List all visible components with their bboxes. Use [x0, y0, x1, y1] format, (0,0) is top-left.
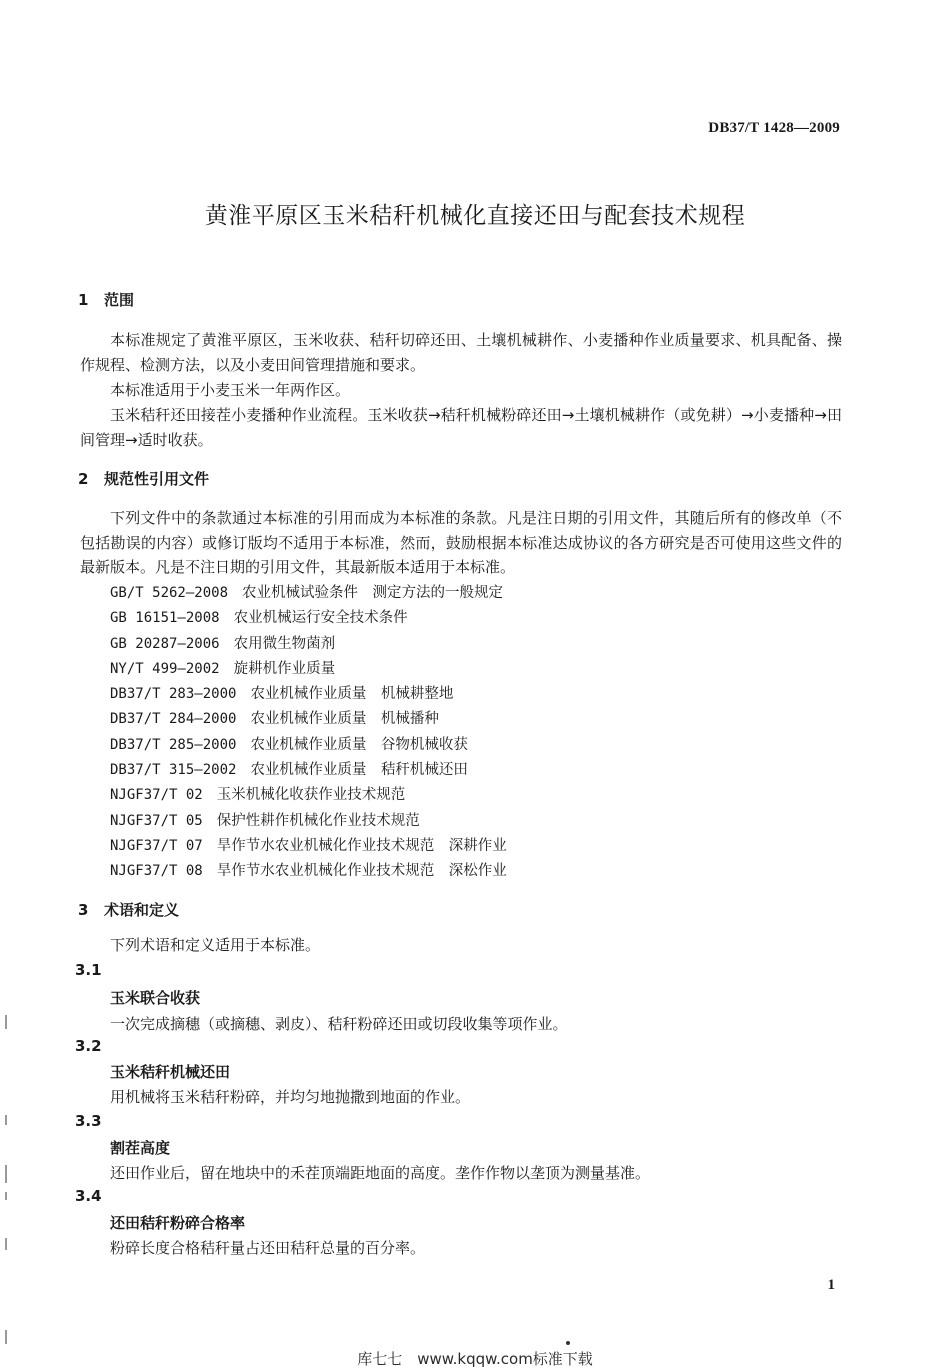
reference-item: [110, 657, 507, 682]
term-name: 玉米联合收获: [110, 989, 201, 1007]
term-name: 玉米秸秆机械还田: [110, 1063, 231, 1081]
section-2-number: 2: [78, 470, 89, 488]
term-definition: 粉碎长度合格秸秆量占还田秸秆总量的百分率。: [110, 1239, 426, 1257]
section-3-number: 3: [78, 901, 89, 919]
reference-code: GB 16151—2008: [110, 610, 220, 627]
page-number: 1: [827, 1277, 835, 1293]
reference-item: [110, 632, 507, 657]
scan-dot: [566, 1341, 570, 1345]
scan-speck: [5, 1192, 7, 1200]
reference-item: [110, 783, 507, 808]
reference-list: [110, 581, 507, 885]
reference-code: NJGF37/T 05: [110, 812, 203, 829]
reference-item: [110, 758, 507, 783]
section-1-paragraph-2: 本标准适用于小麦玉米一年两作区。: [110, 381, 351, 399]
section-1-heading: [78, 289, 134, 310]
section-3-heading: [78, 899, 179, 920]
term-number: 3.2: [75, 1037, 102, 1055]
reference-code: GB 20287—2006: [110, 635, 220, 652]
section-1-title: 范围: [104, 291, 135, 309]
reference-title: 农业机械运行安全技术条件: [233, 610, 408, 627]
term-number: 3.3: [75, 1112, 102, 1130]
reference-code: DB37/T 315—2002: [110, 762, 237, 779]
reference-title: 农业机械试验条件 测定方法的一般规定: [242, 585, 504, 601]
section-1-paragraph-1: 本标准规定了黄淮平原区，玉米收获、秸秆切碎还田、土壤机械耕作、小麦播种作业质量要求、机具配备、操作规程、检测方法，以及小麦田间管理措施和要求。: [80, 331, 842, 374]
reference-code: GB/T 5262—2008: [110, 585, 229, 601]
reference-title: 农业机械作业质量 机械耕整地: [250, 686, 454, 703]
reference-item: [110, 809, 507, 834]
reference-item: [110, 682, 507, 707]
term-name: 还田秸秆粉碎合格率: [110, 1214, 246, 1232]
reference-title: 旱作节水农业机械化作业技术规范 深耕作业: [216, 837, 507, 854]
term-name: 割茬高度: [110, 1139, 171, 1157]
term-definition: 还田作业后，留在地块中的禾茬顶端距地面的高度。垄作作物以垄顶为测量基准。: [110, 1164, 651, 1182]
section-3-title: 术语和定义: [104, 901, 180, 919]
reference-title: 旋耕机作业质量: [233, 660, 336, 677]
term-number: 3.1: [75, 961, 102, 979]
reference-code: DB37/T 283—2000: [110, 686, 237, 703]
term-number: 3.4: [75, 1187, 102, 1205]
scan-speck: [5, 1115, 7, 1125]
reference-title: 农业机械作业质量 谷物机械收获: [250, 736, 468, 753]
reference-item: [110, 707, 507, 732]
document-title: 黄淮平原区玉米秸秆机械化直接还田与配套技术规程: [204, 203, 746, 229]
term-definition: 用机械将玉米秸秆粉碎，并均匀地抛撒到地面的作业。: [110, 1088, 471, 1106]
reference-title: 农用微生物菌剂: [233, 635, 336, 652]
reference-code: NY/T 499—2002: [110, 660, 220, 677]
reference-item: [110, 581, 507, 606]
scan-speck: [5, 1330, 7, 1344]
footer-watermark: 库七七 www.kqqw.com标准下载: [357, 1350, 593, 1368]
reference-item: [110, 834, 507, 859]
reference-code: NJGF37/T 08: [110, 863, 203, 880]
reference-title: 旱作节水农业机械化作业技术规范 深松作业: [216, 863, 507, 880]
reference-title: 保护性耕作机械化作业技术规范: [216, 812, 420, 829]
reference-item: [110, 859, 507, 884]
reference-title: 农业机械作业质量 机械播种: [250, 711, 439, 728]
section-2-heading: [78, 468, 209, 489]
reference-item: [110, 733, 507, 758]
scan-speck: [5, 1165, 7, 1183]
section-3-intro: 下列术语和定义适用于本标准。: [110, 936, 321, 954]
reference-code: DB37/T 285—2000: [110, 736, 237, 753]
reference-title: 农业机械作业质量 秸秆机械还田: [250, 762, 468, 779]
reference-item: [110, 606, 507, 631]
section-1-number: 1: [78, 291, 89, 309]
term-definition: 一次完成摘穗（或摘穗、剥皮）、秸秆粉碎还田或切段收集等项作业。: [110, 1015, 568, 1033]
reference-code: NJGF37/T 07: [110, 837, 203, 854]
reference-code: DB37/T 284—2000: [110, 711, 237, 728]
standard-number: DB37/T 1428—2009: [708, 120, 840, 136]
section-2-intro: 下列文件中的条款通过本标准的引用而成为本标准的条款。凡是注日期的引用文件，其随后所有的修改单（不包括勘误的内容）或修订版均不适用于本标准，然而，鼓励根据本标准达成协议的各方研究是否可使用这些文件的最新版本。凡是不注日期的引用文件，其最新版本适用于本标准。: [80, 509, 842, 576]
scan-speck: [5, 1238, 7, 1250]
reference-code: NJGF37/T 02: [110, 787, 203, 804]
scan-speck: [5, 1015, 7, 1029]
section-1-paragraph-3: 玉米秸秆还田接茬小麦播种作业流程。玉米收获→秸秆机械粉碎还田→土壤机械耕作（或免耕）→小麦播种→田间管理→适时收获。: [80, 406, 842, 449]
section-2-title: 规范性引用文件: [104, 470, 210, 488]
reference-title: 玉米机械化收获作业技术规范: [216, 787, 406, 804]
